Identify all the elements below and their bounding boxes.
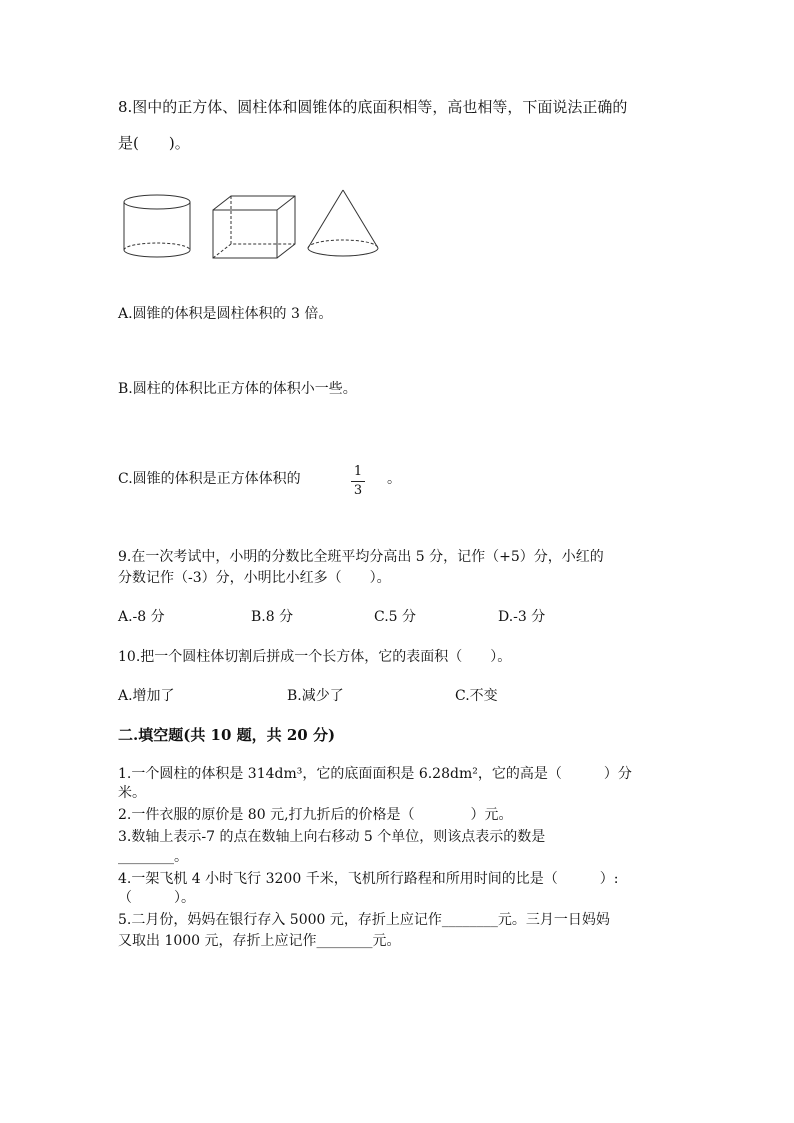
q10-stem: 10.把一个圆柱体切割后拼成一个长方体，它的表面积（ ）。	[118, 649, 512, 665]
q9-option-c: C.5 分	[374, 609, 417, 625]
fraction-numerator: 1	[353, 464, 363, 479]
fraction-one-third	[351, 465, 365, 498]
cone-figure	[308, 190, 378, 256]
fill-item-2: 2.一件衣服的原价是 80 元,打九折后的价格是（ ）元。	[118, 807, 513, 823]
fraction-denominator: 3	[353, 483, 363, 498]
fill-item-5-line2: 又取出 1000 元，存折上应记作________元。	[118, 933, 401, 949]
fill-item-4-line2: （ ）。	[118, 890, 195, 906]
q9-option-d: D.-3 分	[498, 609, 546, 625]
q9-stem-line1: 9.在一次考试中，小明的分数比全班平均分高出 5 分，记作（+5）分，小红的	[118, 549, 604, 565]
q9-stem-line2: 分数记作（-3）分，小明比小红多（ ）。	[118, 570, 391, 586]
q9-option-a: A.-8 分	[118, 609, 165, 625]
section-2-heading: 二.填空题(共 10 题，共 20 分)	[118, 726, 336, 744]
fill-item-1-line1: 1.一个圆柱的体积是 314dm³，它的底面面积是 6.28dm²，它的高是（ ）分	[118, 766, 632, 782]
fill-item-5-line1: 5.二月份，妈妈在银行存入 5000 元，存折上应记作________元。三月一日妈妈	[118, 912, 610, 928]
cube-figure	[213, 196, 295, 258]
q8-option-c: C.圆锥的体积是正方体体积的	[118, 471, 301, 487]
q8-option-c-end: 。	[387, 471, 401, 487]
fill-item-1-line2: 米。	[118, 785, 146, 801]
cylinder-figure	[124, 195, 190, 257]
q8-solids-figure	[118, 188, 382, 262]
q9-option-b: B.8 分	[251, 609, 294, 625]
q10-option-c: C.不变	[455, 688, 498, 704]
q8-stem-line1: 8.图中的正方体、圆柱体和圆锥体的底面积相等，高也相等，下面说法正确的	[118, 98, 628, 116]
fill-item-3-line1: 3.数轴上表示-7 的点在数轴上向右移动 5 个单位，则该点表示的数是	[118, 829, 546, 845]
q8-option-a: A.圆锥的体积是圆柱体积的 3 倍。	[118, 306, 333, 322]
q10-option-b: B.减少了	[287, 688, 344, 704]
q10-option-a: A.增加了	[118, 688, 175, 704]
q8-stem-line2: 是( )。	[118, 134, 190, 152]
q8-option-b: B.圆柱的体积比正方体的体积小一些。	[118, 381, 357, 397]
fill-item-4-line1: 4.一架飞机 4 小时飞行 3200 千米，飞机所行路程和所用时间的比是（ ）:	[118, 871, 619, 887]
fill-item-3-line2: ________。	[118, 849, 188, 865]
